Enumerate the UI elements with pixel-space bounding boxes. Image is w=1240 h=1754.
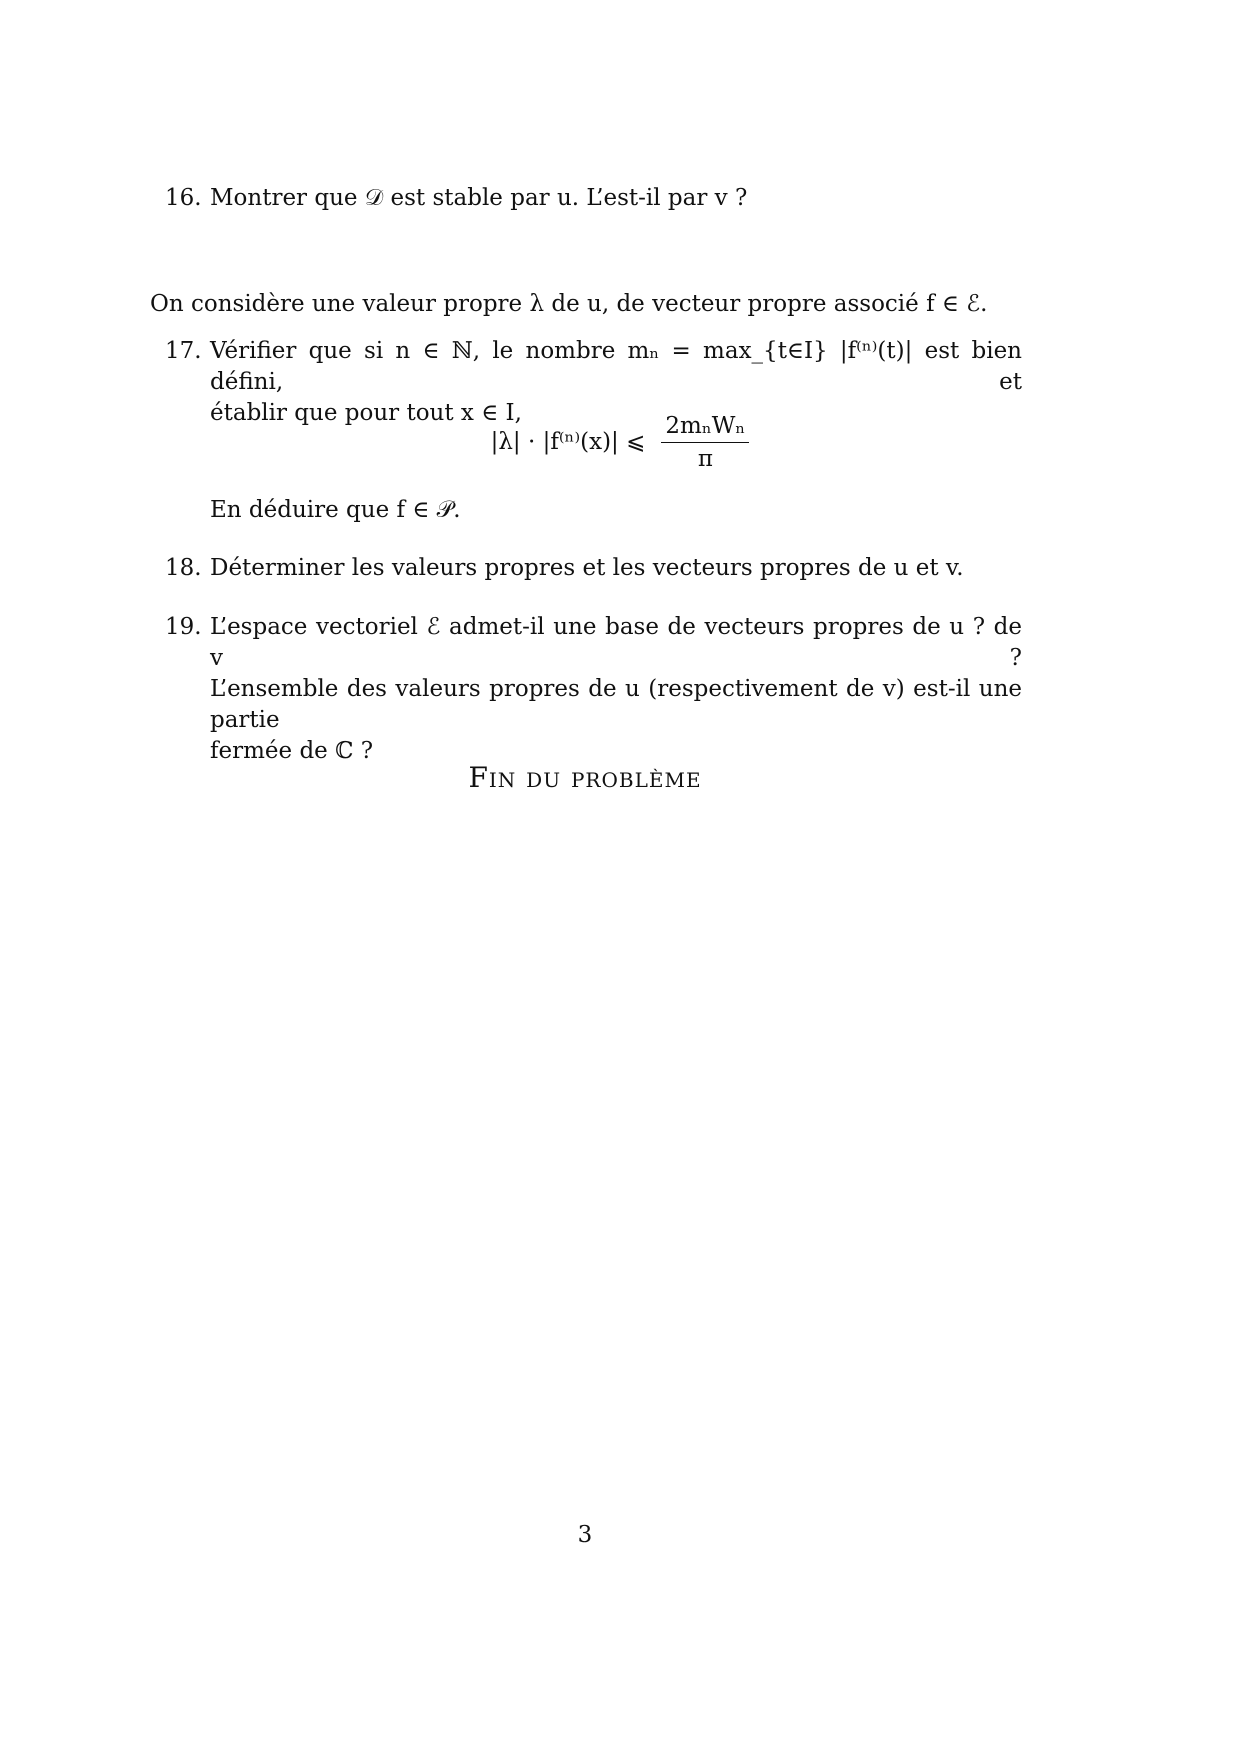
question-line: L’espace vectoriel ℰ admet-il une base de vecteurs propres de u ? de v ?: [210, 614, 1022, 671]
conclusion-text: En déduire que f ∈ 𝒫.: [210, 497, 461, 523]
question-line: Vérifier que si n ∈ ℕ, le nombre mₙ = max_{t∈I} |f⁽ⁿ⁾(t)| est bien défini, et: [210, 338, 1022, 395]
question-line: établir que pour tout x ∈ I,: [210, 400, 522, 426]
page-number: 3: [577, 1522, 593, 1548]
fraction-denominator: π: [697, 446, 713, 472]
inequality-formula: [0, 412, 1240, 473]
question-text: Déterminer les valeurs propres et les vecteurs propres de u et v.: [210, 555, 964, 581]
formula-lhs: |λ| · |f⁽ⁿ⁾(x)| ⩽: [490, 429, 646, 455]
end-of-problem-title: Fin du problème: [468, 761, 702, 794]
question-number: 19.: [165, 614, 202, 640]
question-number: 18.: [165, 555, 202, 581]
intro-paragraph: On considère une valeur propre λ de u, de vecteur propre associé f ∈ ℰ.: [150, 291, 988, 317]
question-line: fermée de ℂ ?: [210, 738, 374, 764]
question-number: 16.: [165, 185, 202, 211]
question-text: [210, 612, 1022, 767]
question-text: Montrer que 𝒟 est stable par u. L’est-il par v ?: [210, 185, 748, 211]
question-line: L’ensemble des valeurs propres de u (respectivement de v) est-il une partie: [210, 676, 1022, 733]
fraction-numerator: 2mₙWₙ: [661, 412, 749, 443]
question-number: 17.: [165, 338, 202, 364]
formula-fraction: [661, 412, 749, 473]
